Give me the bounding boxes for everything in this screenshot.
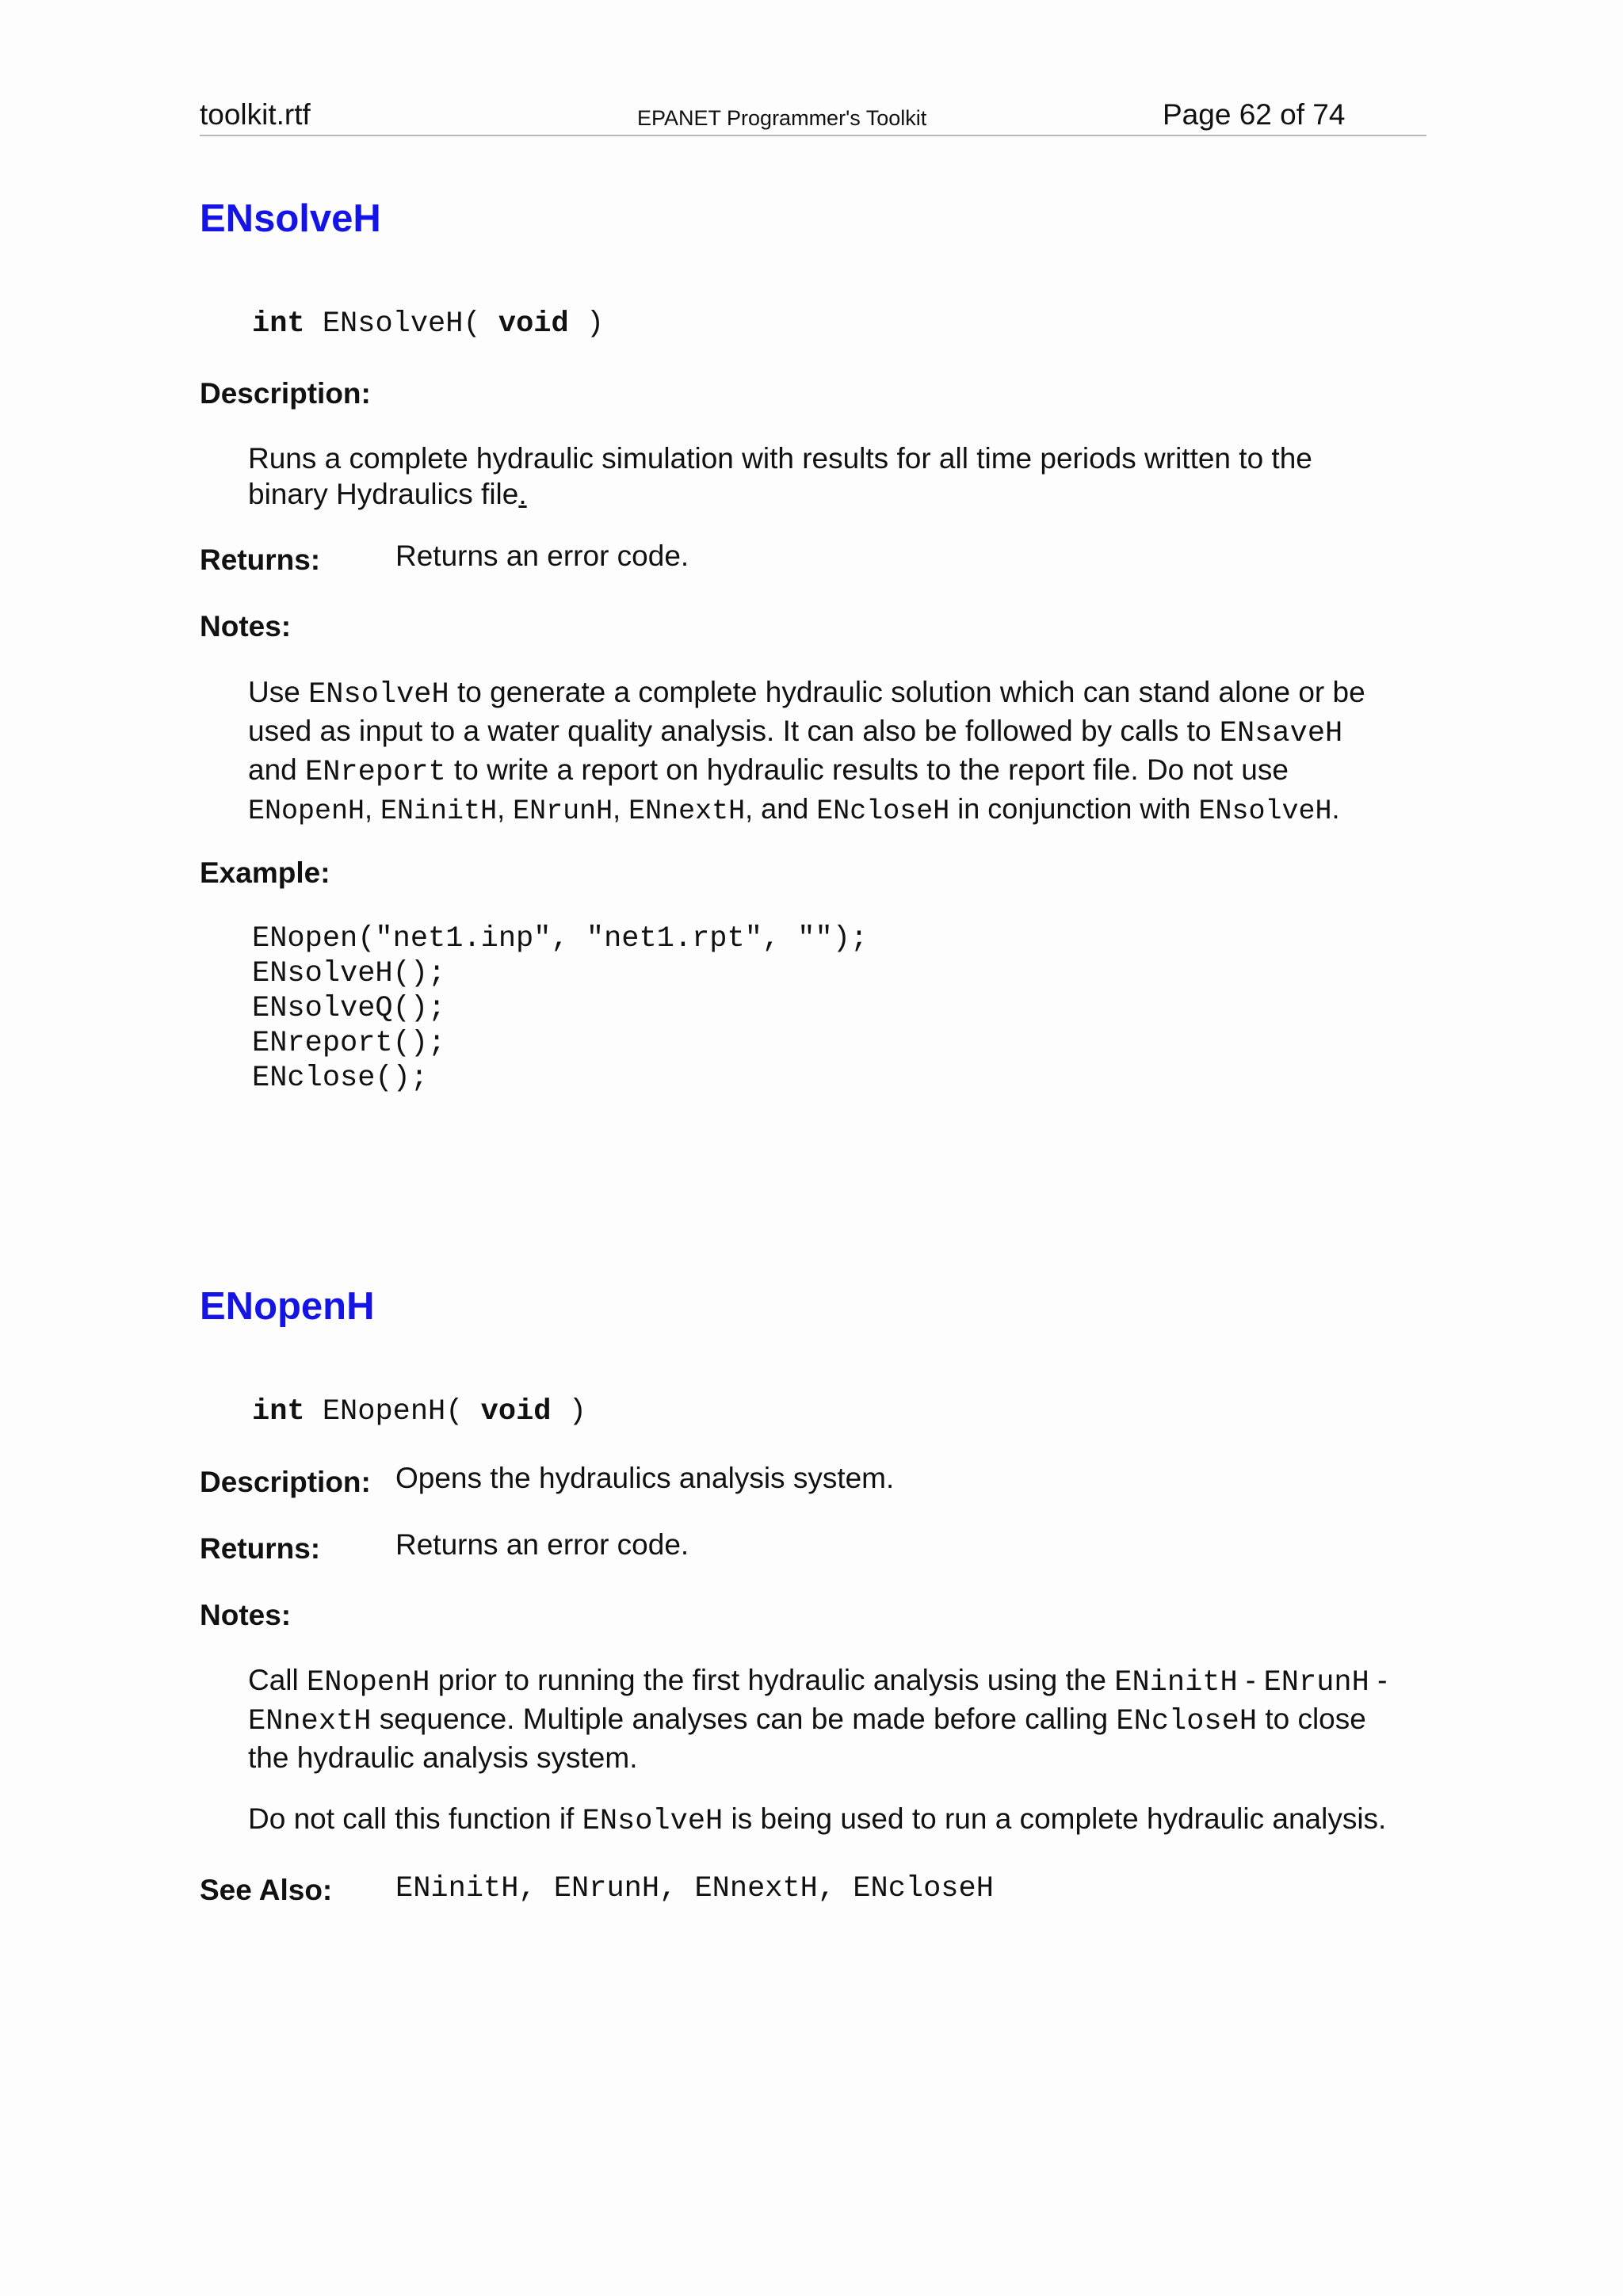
notes-line: [248, 1662, 1387, 1701]
description-line: [248, 476, 1312, 512]
text-run: to close: [1257, 1703, 1366, 1735]
sig-return-type: int: [252, 1395, 305, 1428]
description-label: Description:: [200, 1466, 371, 1498]
text-run: to generate a complete hydraulic solution which can stand alone or be: [449, 676, 1365, 708]
text-run: -: [1369, 1664, 1388, 1696]
section-title-enopenh: ENopenH: [200, 1285, 375, 1328]
description-line-text: binary Hydraulics file: [248, 478, 519, 510]
code-ref: ENrunH: [1263, 1666, 1369, 1699]
returns-text: Returns an error code.: [395, 1528, 689, 1561]
text-run: -: [1237, 1664, 1264, 1696]
text-run: Do not call this function if: [248, 1802, 582, 1835]
notes-label: Notes:: [200, 1599, 292, 1631]
notes-line: [248, 1701, 1387, 1740]
code-line: ENclose();: [252, 1062, 429, 1095]
code-line: ENsolveQ();: [252, 992, 446, 1025]
example-label: Example:: [200, 856, 330, 889]
code-ref: ENsolveH: [1198, 795, 1332, 827]
text-run: ,: [365, 792, 381, 825]
text-run: prior to running the first hydraulic analysis using the: [430, 1664, 1115, 1696]
text-run: Use: [248, 676, 309, 708]
see-also-label: See Also:: [200, 1874, 333, 1906]
description-label: Description:: [200, 377, 371, 410]
notes-text: [248, 674, 1365, 830]
code-line: ENreport();: [252, 1027, 446, 1060]
code-line: ENsolveH();: [252, 957, 446, 990]
notes-line: the hydraulic analysis system.: [248, 1741, 638, 1774]
sig-close: ): [551, 1395, 586, 1428]
returns-label: Returns:: [200, 1532, 321, 1565]
notes-line: [248, 713, 1365, 752]
text-run: to write a report on hydraulic results to the report file. Do not use: [445, 753, 1289, 786]
example-code-block: [252, 921, 868, 1096]
description-text: Opens the hydraulics analysis system.: [395, 1462, 895, 1494]
text-run: and: [248, 753, 306, 786]
notes-line: [248, 752, 1365, 791]
function-signature: [252, 1395, 586, 1428]
sig-name: ENsolveH(: [304, 307, 498, 341]
code-ref: ENsolveH: [582, 1805, 724, 1838]
returns-label: Returns:: [200, 543, 321, 576]
code-line: ENopen("net1.inp", "net1.rpt", "");: [252, 922, 869, 955]
code-ref: ENsaveH: [1219, 717, 1343, 750]
code-ref: ENopenH: [307, 1666, 430, 1699]
sig-param: void: [480, 1395, 552, 1428]
code-ref: ENnextH: [628, 795, 746, 827]
returns-text: Returns an error code.: [395, 540, 689, 572]
sig-return-type: int: [252, 307, 305, 341]
notes-text: [248, 1662, 1387, 1776]
code-ref: ENcloseH: [1116, 1705, 1258, 1738]
description-line: Runs a complete hydraulic simulation with results for all time periods written to the: [248, 442, 1312, 475]
function-signature: [252, 307, 605, 341]
see-also-links: ENinitH, ENrunH, ENnextH, ENcloseH: [395, 1872, 994, 1905]
code-ref: ENreport: [305, 756, 446, 789]
text-run: sequence. Multiple analyses can be made before calling: [371, 1703, 1117, 1735]
notes-paragraph-2: [248, 1801, 1386, 1840]
text-run: used as input to a water quality analysis. It can also be followed by calls to: [248, 715, 1220, 747]
text-run: ,: [497, 792, 514, 825]
code-ref: ENcloseH: [816, 795, 950, 827]
notes-line: [248, 791, 1365, 830]
notes-label: Notes:: [200, 610, 292, 643]
page-header: [200, 93, 1426, 136]
code-ref: ENrunH: [513, 795, 613, 827]
text-run: , and: [745, 792, 817, 825]
section-title-ensolveh: ENsolveH: [200, 197, 381, 240]
sig-close: ): [568, 307, 605, 341]
text-run: Call: [248, 1664, 307, 1696]
code-ref: ENopenH: [248, 795, 365, 827]
header-page-number: Page 62 of 74: [1163, 98, 1346, 131]
sig-name: ENopenH(: [304, 1395, 481, 1428]
notes-line: [248, 674, 1365, 713]
description-period: .: [518, 478, 527, 510]
description-text: [248, 441, 1312, 512]
code-ref: ENsolveH: [308, 678, 449, 711]
header-title: EPANET Programmer's Toolkit: [637, 106, 927, 130]
code-ref: ENinitH: [380, 795, 498, 827]
code-ref: ENinitH: [1114, 1666, 1238, 1699]
text-run: in conjunction with: [949, 792, 1199, 825]
text-run: ,: [613, 792, 629, 825]
text-run: is being used to run a complete hydraulic analysis.: [723, 1802, 1387, 1835]
sig-param: void: [498, 307, 569, 341]
code-ref: ENnextH: [248, 1705, 372, 1738]
text-run: .: [1331, 792, 1340, 825]
header-filename: toolkit.rtf: [200, 98, 311, 131]
